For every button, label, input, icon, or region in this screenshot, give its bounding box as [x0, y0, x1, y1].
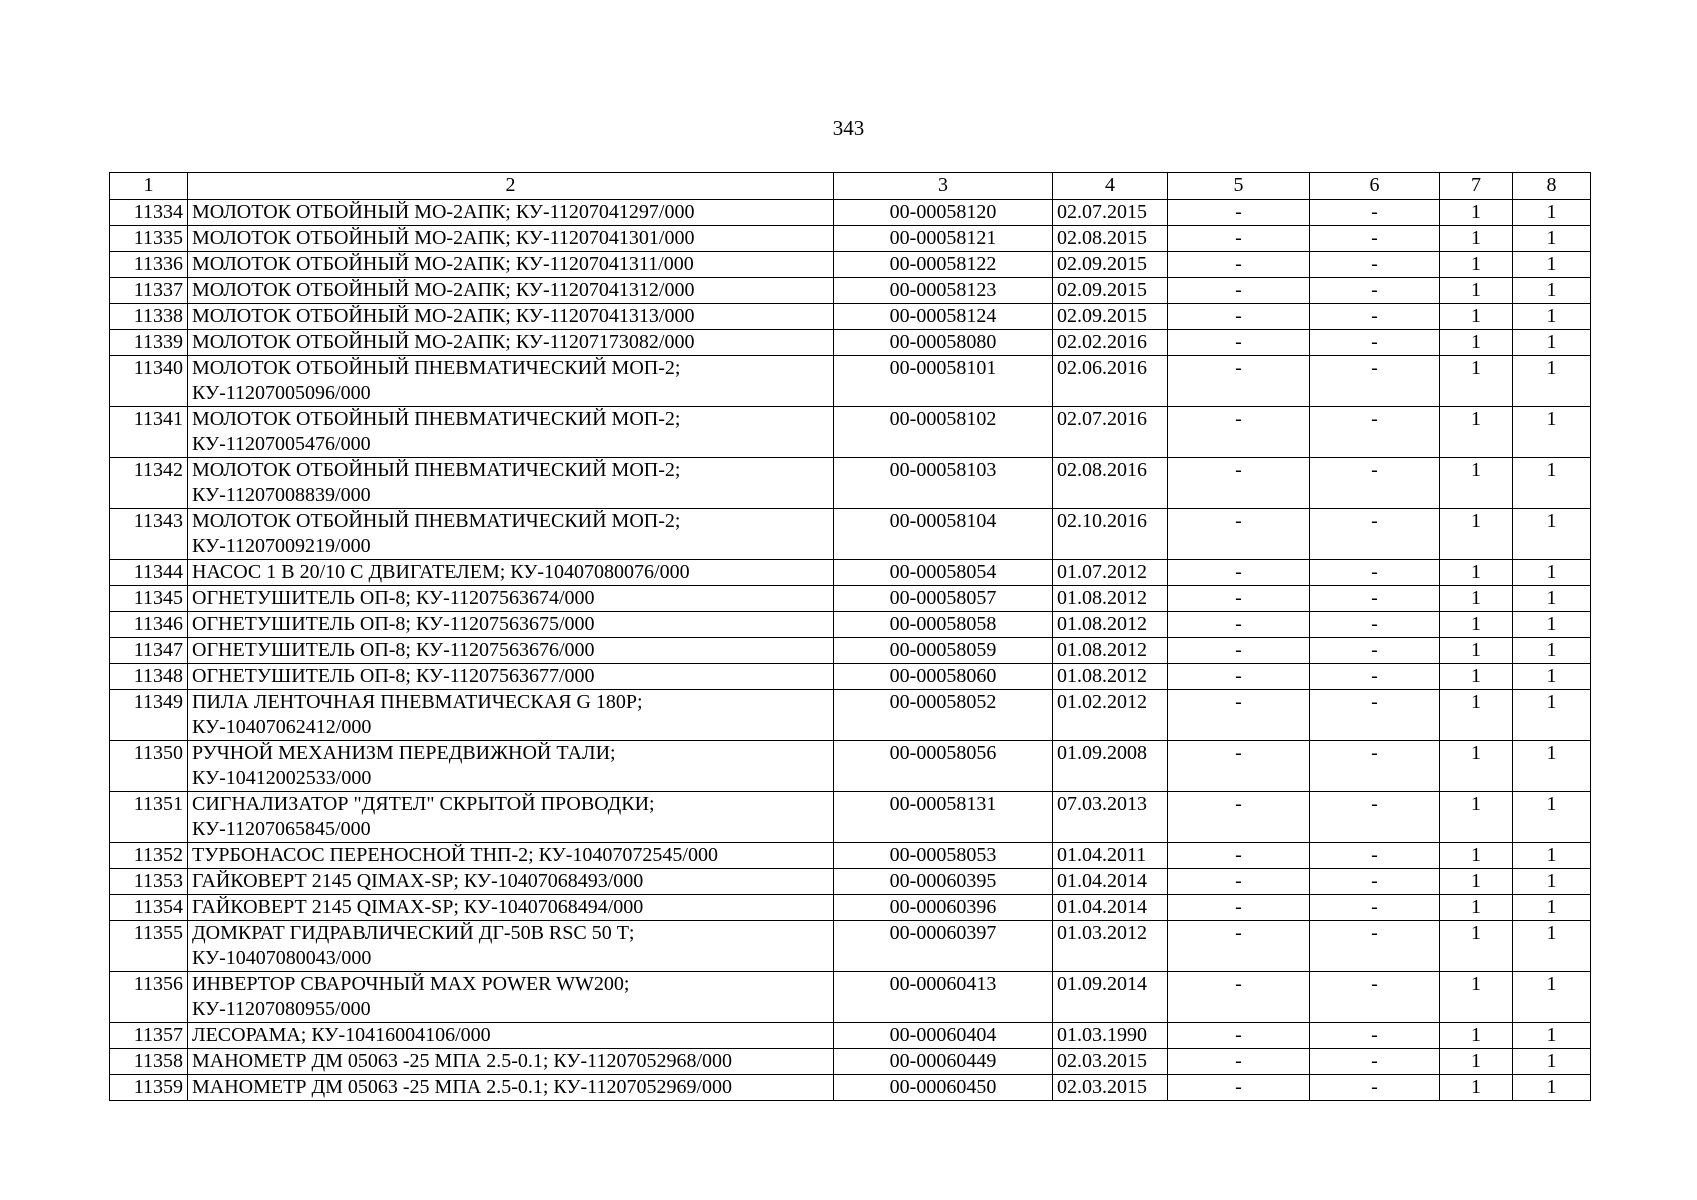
inventory-code-cell: 00-00060395 [834, 869, 1053, 895]
row-number-cell: 11351 [110, 792, 188, 843]
column-7-cell: 1 [1440, 869, 1513, 895]
row-number-cell: 11334 [110, 200, 188, 226]
column-7-cell: 1 [1440, 921, 1513, 972]
row-number-cell: 11356 [110, 972, 188, 1023]
column-6-cell: - [1310, 843, 1440, 869]
column-6-cell: - [1310, 356, 1440, 407]
column-6-cell: - [1310, 304, 1440, 330]
column-5-cell: - [1168, 586, 1310, 612]
table-row [110, 664, 1591, 690]
item-name-cell [188, 330, 834, 356]
item-name-line: СИГНАЛИЗАТОР "ДЯТЕЛ" СКРЫТОЙ ПРОВОДКИ; [192, 793, 655, 815]
item-name-line: МОЛОТОК ОТБОЙНЫЙ ПНЕВМАТИЧЕСКИЙ МОП-2; [192, 510, 681, 532]
row-number-cell: 11352 [110, 843, 188, 869]
column-7-cell: 1 [1440, 664, 1513, 690]
item-name-line: КУ-10412002533/000 [192, 767, 372, 789]
column-7-cell: 1 [1440, 612, 1513, 638]
inventory-code-cell: 00-00058058 [834, 612, 1053, 638]
inventory-code-cell: 00-00058060 [834, 664, 1053, 690]
column-8-cell: 1 [1513, 226, 1591, 252]
column-7-cell: 1 [1440, 792, 1513, 843]
date-cell: 02.08.2016 [1053, 458, 1168, 509]
column-8-cell: 1 [1513, 356, 1591, 407]
column-6-cell: - [1310, 792, 1440, 843]
column-5-cell: - [1168, 304, 1310, 330]
row-number-cell: 11345 [110, 586, 188, 612]
date-cell: 01.08.2012 [1053, 586, 1168, 612]
date-cell: 01.07.2012 [1053, 560, 1168, 586]
row-number-cell: 11335 [110, 226, 188, 252]
row-number-cell: 11353 [110, 869, 188, 895]
item-name-line: КУ-11207005476/000 [192, 433, 371, 455]
column-7-cell: 1 [1440, 200, 1513, 226]
item-name-line: РУЧНОЙ МЕХАНИЗМ ПЕРЕДВИЖНОЙ ТАЛИ; [192, 742, 616, 764]
column-5-cell: - [1168, 200, 1310, 226]
item-name-line: ОГНЕТУШИТЕЛЬ ОП-8; КУ-11207563675/000 [192, 613, 595, 635]
row-number-cell: 11354 [110, 895, 188, 921]
inventory-code-cell: 00-00058053 [834, 843, 1053, 869]
column-6-cell: - [1310, 612, 1440, 638]
column-8-cell: 1 [1513, 458, 1591, 509]
item-name-cell [188, 1075, 834, 1101]
table-row [110, 226, 1591, 252]
item-name-cell [188, 509, 834, 560]
column-8-cell: 1 [1513, 664, 1591, 690]
item-name-line: ИНВЕРТОР СВАРОЧНЫЙ MAX POWER WW200; [192, 973, 630, 995]
item-name-line: МАНОМЕТР ДМ 05063 -25 МПА 2.5-0.1; КУ-11207052969/000 [192, 1076, 732, 1098]
inventory-code-cell: 00-00058102 [834, 407, 1053, 458]
column-8-cell: 1 [1513, 1049, 1591, 1075]
inventory-code-cell: 00-00058059 [834, 638, 1053, 664]
row-number-cell: 11340 [110, 356, 188, 407]
item-name-line: НАСОС 1 В 20/10 С ДВИГАТЕЛЕМ; КУ-10407080076/000 [192, 561, 690, 583]
item-name-line: МОЛОТОК ОТБОЙНЫЙ МО-2АПК; КУ-11207041311/000 [192, 253, 694, 275]
item-name-cell [188, 1023, 834, 1049]
column-6-cell: - [1310, 1049, 1440, 1075]
column-5-cell: - [1168, 638, 1310, 664]
column-7-cell: 1 [1440, 560, 1513, 586]
column-6-cell: - [1310, 226, 1440, 252]
item-name-line: МОЛОТОК ОТБОЙНЫЙ МО-2АПК; КУ-11207041313/000 [192, 305, 695, 327]
item-name-cell [188, 612, 834, 638]
item-name-cell [188, 664, 834, 690]
column-header: 6 [1310, 173, 1440, 200]
column-7-cell: 1 [1440, 690, 1513, 741]
inventory-table [109, 172, 1591, 1101]
column-5-cell: - [1168, 921, 1310, 972]
column-8-cell: 1 [1513, 252, 1591, 278]
column-6-cell: - [1310, 560, 1440, 586]
column-8-cell: 1 [1513, 509, 1591, 560]
header-row [110, 173, 1591, 200]
item-name-cell [188, 869, 834, 895]
column-5-cell: - [1168, 612, 1310, 638]
item-name-cell [188, 226, 834, 252]
item-name-line: МОЛОТОК ОТБОЙНЫЙ МО-2АПК; КУ-11207173082/000 [192, 331, 695, 353]
column-8-cell: 1 [1513, 921, 1591, 972]
table-row [110, 1023, 1591, 1049]
date-cell: 02.06.2016 [1053, 356, 1168, 407]
row-number-cell: 11338 [110, 304, 188, 330]
row-number-cell: 11357 [110, 1023, 188, 1049]
column-7-cell: 1 [1440, 843, 1513, 869]
table-row [110, 638, 1591, 664]
item-name-cell [188, 356, 834, 407]
row-number-cell: 11342 [110, 458, 188, 509]
column-5-cell: - [1168, 509, 1310, 560]
inventory-code-cell: 00-00058054 [834, 560, 1053, 586]
inventory-code-cell: 00-00058056 [834, 741, 1053, 792]
inventory-code-cell: 00-00058057 [834, 586, 1053, 612]
column-6-cell: - [1310, 252, 1440, 278]
column-header: 2 [188, 173, 834, 200]
item-name-line: МОЛОТОК ОТБОЙНЫЙ ПНЕВМАТИЧЕСКИЙ МОП-2; [192, 459, 681, 481]
inventory-code-cell: 00-00058120 [834, 200, 1053, 226]
table-row [110, 304, 1591, 330]
column-5-cell: - [1168, 664, 1310, 690]
table-row [110, 690, 1591, 741]
item-name-cell [188, 690, 834, 741]
date-cell: 02.03.2015 [1053, 1075, 1168, 1101]
column-header: 3 [834, 173, 1053, 200]
column-8-cell: 1 [1513, 843, 1591, 869]
table-row [110, 1049, 1591, 1075]
inventory-code-cell: 00-00060404 [834, 1023, 1053, 1049]
date-cell: 01.04.2014 [1053, 869, 1168, 895]
column-5-cell: - [1168, 330, 1310, 356]
column-7-cell: 1 [1440, 458, 1513, 509]
date-cell: 01.03.2012 [1053, 921, 1168, 972]
column-7-cell: 1 [1440, 895, 1513, 921]
date-cell: 01.08.2012 [1053, 664, 1168, 690]
item-name-cell [188, 560, 834, 586]
table-row [110, 509, 1591, 560]
column-6-cell: - [1310, 869, 1440, 895]
column-5-cell: - [1168, 458, 1310, 509]
column-6-cell: - [1310, 895, 1440, 921]
column-6-cell: - [1310, 200, 1440, 226]
column-8-cell: 1 [1513, 330, 1591, 356]
column-6-cell: - [1310, 1075, 1440, 1101]
item-name-line: МОЛОТОК ОТБОЙНЫЙ МО-2АПК; КУ-11207041301/000 [192, 227, 695, 249]
table-row [110, 252, 1591, 278]
item-name-cell [188, 741, 834, 792]
column-6-cell: - [1310, 1023, 1440, 1049]
column-6-cell: - [1310, 458, 1440, 509]
column-5-cell: - [1168, 226, 1310, 252]
column-7-cell: 1 [1440, 586, 1513, 612]
column-header: 4 [1053, 173, 1168, 200]
column-6-cell: - [1310, 664, 1440, 690]
column-6-cell: - [1310, 741, 1440, 792]
column-7-cell: 1 [1440, 1075, 1513, 1101]
item-name-line: КУ-10407080043/000 [192, 947, 372, 969]
table-row [110, 843, 1591, 869]
date-cell: 01.03.1990 [1053, 1023, 1168, 1049]
column-8-cell: 1 [1513, 972, 1591, 1023]
row-number-cell: 11343 [110, 509, 188, 560]
column-5-cell: - [1168, 972, 1310, 1023]
row-number-cell: 11341 [110, 407, 188, 458]
column-8-cell: 1 [1513, 586, 1591, 612]
inventory-code-cell: 00-00058104 [834, 509, 1053, 560]
column-5-cell: - [1168, 690, 1310, 741]
item-name-line: МОЛОТОК ОТБОЙНЫЙ ПНЕВМАТИЧЕСКИЙ МОП-2; [192, 357, 681, 379]
column-8-cell: 1 [1513, 741, 1591, 792]
row-number-cell: 11347 [110, 638, 188, 664]
item-name-line: ОГНЕТУШИТЕЛЬ ОП-8; КУ-11207563676/000 [192, 639, 595, 661]
inventory-code-cell: 00-00060413 [834, 972, 1053, 1023]
column-7-cell: 1 [1440, 304, 1513, 330]
item-name-line: КУ-11207080955/000 [192, 998, 371, 1020]
column-7-cell: 1 [1440, 1049, 1513, 1075]
table-row [110, 458, 1591, 509]
date-cell: 02.08.2015 [1053, 226, 1168, 252]
column-8-cell: 1 [1513, 1075, 1591, 1101]
date-cell: 02.09.2015 [1053, 278, 1168, 304]
item-name-cell [188, 278, 834, 304]
column-7-cell: 1 [1440, 356, 1513, 407]
item-name-line: КУ-11207009219/000 [192, 535, 371, 557]
column-6-cell: - [1310, 921, 1440, 972]
row-number-cell: 11350 [110, 741, 188, 792]
column-6-cell: - [1310, 638, 1440, 664]
inventory-code-cell: 00-00060396 [834, 895, 1053, 921]
table-row [110, 407, 1591, 458]
column-8-cell: 1 [1513, 407, 1591, 458]
column-8-cell: 1 [1513, 612, 1591, 638]
table-row [110, 200, 1591, 226]
item-name-line: ДОМКРАТ ГИДРАВЛИЧЕСКИЙ ДГ-50В RSC 50 Т; [192, 922, 635, 944]
table-row [110, 330, 1591, 356]
column-7-cell: 1 [1440, 1023, 1513, 1049]
table-row [110, 792, 1591, 843]
date-cell: 01.09.2014 [1053, 972, 1168, 1023]
column-header: 5 [1168, 173, 1310, 200]
date-cell: 01.04.2014 [1053, 895, 1168, 921]
item-name-line: ГАЙКОВЕРТ 2145 QIMAX-SP; КУ-10407068493/000 [192, 870, 644, 892]
column-8-cell: 1 [1513, 869, 1591, 895]
inventory-code-cell: 00-00058052 [834, 690, 1053, 741]
column-5-cell: - [1168, 741, 1310, 792]
inventory-code-cell: 00-00060397 [834, 921, 1053, 972]
column-6-cell: - [1310, 330, 1440, 356]
column-6-cell: - [1310, 407, 1440, 458]
date-cell: 02.07.2016 [1053, 407, 1168, 458]
item-name-cell [188, 304, 834, 330]
inventory-code-cell: 00-00058122 [834, 252, 1053, 278]
date-cell: 01.09.2008 [1053, 741, 1168, 792]
column-8-cell: 1 [1513, 200, 1591, 226]
item-name-line: МОЛОТОК ОТБОЙНЫЙ ПНЕВМАТИЧЕСКИЙ МОП-2; [192, 408, 681, 430]
item-name-line: ОГНЕТУШИТЕЛЬ ОП-8; КУ-11207563674/000 [192, 587, 595, 609]
column-8-cell: 1 [1513, 278, 1591, 304]
item-name-line: КУ-11207065845/000 [192, 818, 371, 840]
row-number-cell: 11339 [110, 330, 188, 356]
column-5-cell: - [1168, 407, 1310, 458]
date-cell: 02.09.2015 [1053, 252, 1168, 278]
inventory-code-cell: 00-00060450 [834, 1075, 1053, 1101]
item-name-cell [188, 1049, 834, 1075]
table-row [110, 741, 1591, 792]
column-5-cell: - [1168, 843, 1310, 869]
column-7-cell: 1 [1440, 972, 1513, 1023]
column-8-cell: 1 [1513, 690, 1591, 741]
column-6-cell: - [1310, 690, 1440, 741]
column-7-cell: 1 [1440, 407, 1513, 458]
item-name-line: КУ-11207008839/000 [192, 484, 371, 506]
item-name-line: ГАЙКОВЕРТ 2145 QIMAX-SP; КУ-10407068494/000 [192, 896, 644, 918]
date-cell: 01.02.2012 [1053, 690, 1168, 741]
column-header: 8 [1513, 173, 1591, 200]
table-row [110, 895, 1591, 921]
date-cell: 02.10.2016 [1053, 509, 1168, 560]
item-name-line: МОЛОТОК ОТБОЙНЫЙ МО-2АПК; КУ-11207041312/000 [192, 279, 695, 301]
column-6-cell: - [1310, 972, 1440, 1023]
page-number: 343 [832, 116, 865, 140]
column-6-cell: - [1310, 278, 1440, 304]
inventory-code-cell: 00-00058121 [834, 226, 1053, 252]
column-5-cell: - [1168, 792, 1310, 843]
column-5-cell: - [1168, 1075, 1310, 1101]
item-name-cell [188, 792, 834, 843]
row-number-cell: 11349 [110, 690, 188, 741]
column-7-cell: 1 [1440, 278, 1513, 304]
column-8-cell: 1 [1513, 638, 1591, 664]
column-7-cell: 1 [1440, 638, 1513, 664]
item-name-line: КУ-10407062412/000 [192, 716, 372, 738]
column-5-cell: - [1168, 869, 1310, 895]
inventory-code-cell: 00-00058123 [834, 278, 1053, 304]
column-header: 7 [1440, 173, 1513, 200]
row-number-cell: 11344 [110, 560, 188, 586]
table-body [110, 200, 1591, 1101]
item-name-cell [188, 458, 834, 509]
column-5-cell: - [1168, 1023, 1310, 1049]
item-name-cell [188, 843, 834, 869]
inventory-code-cell: 00-00058080 [834, 330, 1053, 356]
row-number-cell: 11358 [110, 1049, 188, 1075]
column-7-cell: 1 [1440, 330, 1513, 356]
table-row [110, 560, 1591, 586]
column-5-cell: - [1168, 356, 1310, 407]
date-cell: 01.04.2011 [1053, 843, 1168, 869]
column-6-cell: - [1310, 586, 1440, 612]
item-name-line: ПИЛА ЛЕНТОЧНАЯ ПНЕВМАТИЧЕСКАЯ G 180P; [192, 691, 643, 713]
column-7-cell: 1 [1440, 252, 1513, 278]
row-number-cell: 11346 [110, 612, 188, 638]
inventory-code-cell: 00-00058124 [834, 304, 1053, 330]
column-8-cell: 1 [1513, 792, 1591, 843]
date-cell: 01.08.2012 [1053, 638, 1168, 664]
row-number-cell: 11355 [110, 921, 188, 972]
item-name-cell [188, 972, 834, 1023]
item-name-cell [188, 921, 834, 972]
column-5-cell: - [1168, 895, 1310, 921]
table-row [110, 1075, 1591, 1101]
inventory-code-cell: 00-00058131 [834, 792, 1053, 843]
table-row [110, 972, 1591, 1023]
table-row [110, 356, 1591, 407]
item-name-line: КУ-11207005096/000 [192, 382, 371, 404]
row-number-cell: 11337 [110, 278, 188, 304]
table-row [110, 869, 1591, 895]
item-name-cell [188, 586, 834, 612]
item-name-line: МОЛОТОК ОТБОЙНЫЙ МО-2АПК; КУ-11207041297/000 [192, 201, 695, 223]
item-name-cell [188, 407, 834, 458]
date-cell: 02.09.2015 [1053, 304, 1168, 330]
row-number-cell: 11348 [110, 664, 188, 690]
column-5-cell: - [1168, 278, 1310, 304]
inventory-code-cell: 00-00058101 [834, 356, 1053, 407]
inventory-code-cell: 00-00060449 [834, 1049, 1053, 1075]
table-row [110, 586, 1591, 612]
item-name-line: ТУРБОНАСОС ПЕРЕНОСНОЙ ТНП-2; КУ-10407072545/000 [192, 844, 718, 866]
column-5-cell: - [1168, 1049, 1310, 1075]
column-7-cell: 1 [1440, 226, 1513, 252]
date-cell: 02.02.2016 [1053, 330, 1168, 356]
date-cell: 01.08.2012 [1053, 612, 1168, 638]
table-row [110, 278, 1591, 304]
column-8-cell: 1 [1513, 895, 1591, 921]
item-name-cell [188, 895, 834, 921]
table-row [110, 921, 1591, 972]
date-cell: 02.07.2015 [1053, 200, 1168, 226]
column-header: 1 [110, 173, 188, 200]
column-5-cell: - [1168, 252, 1310, 278]
column-8-cell: 1 [1513, 304, 1591, 330]
item-name-cell [188, 638, 834, 664]
column-6-cell: - [1310, 509, 1440, 560]
item-name-line: МАНОМЕТР ДМ 05063 -25 МПА 2.5-0.1; КУ-11207052968/000 [192, 1050, 732, 1072]
table-row [110, 612, 1591, 638]
item-name-line: ОГНЕТУШИТЕЛЬ ОП-8; КУ-11207563677/000 [192, 665, 595, 687]
item-name-cell [188, 200, 834, 226]
row-number-cell: 11359 [110, 1075, 188, 1101]
column-8-cell: 1 [1513, 1023, 1591, 1049]
column-8-cell: 1 [1513, 560, 1591, 586]
date-cell: 02.03.2015 [1053, 1049, 1168, 1075]
inventory-code-cell: 00-00058103 [834, 458, 1053, 509]
row-number-cell: 11336 [110, 252, 188, 278]
item-name-cell [188, 252, 834, 278]
date-cell: 07.03.2013 [1053, 792, 1168, 843]
column-7-cell: 1 [1440, 509, 1513, 560]
column-5-cell: - [1168, 560, 1310, 586]
column-7-cell: 1 [1440, 741, 1513, 792]
item-name-line: ЛЕСОРАМА; КУ-10416004106/000 [192, 1024, 491, 1046]
